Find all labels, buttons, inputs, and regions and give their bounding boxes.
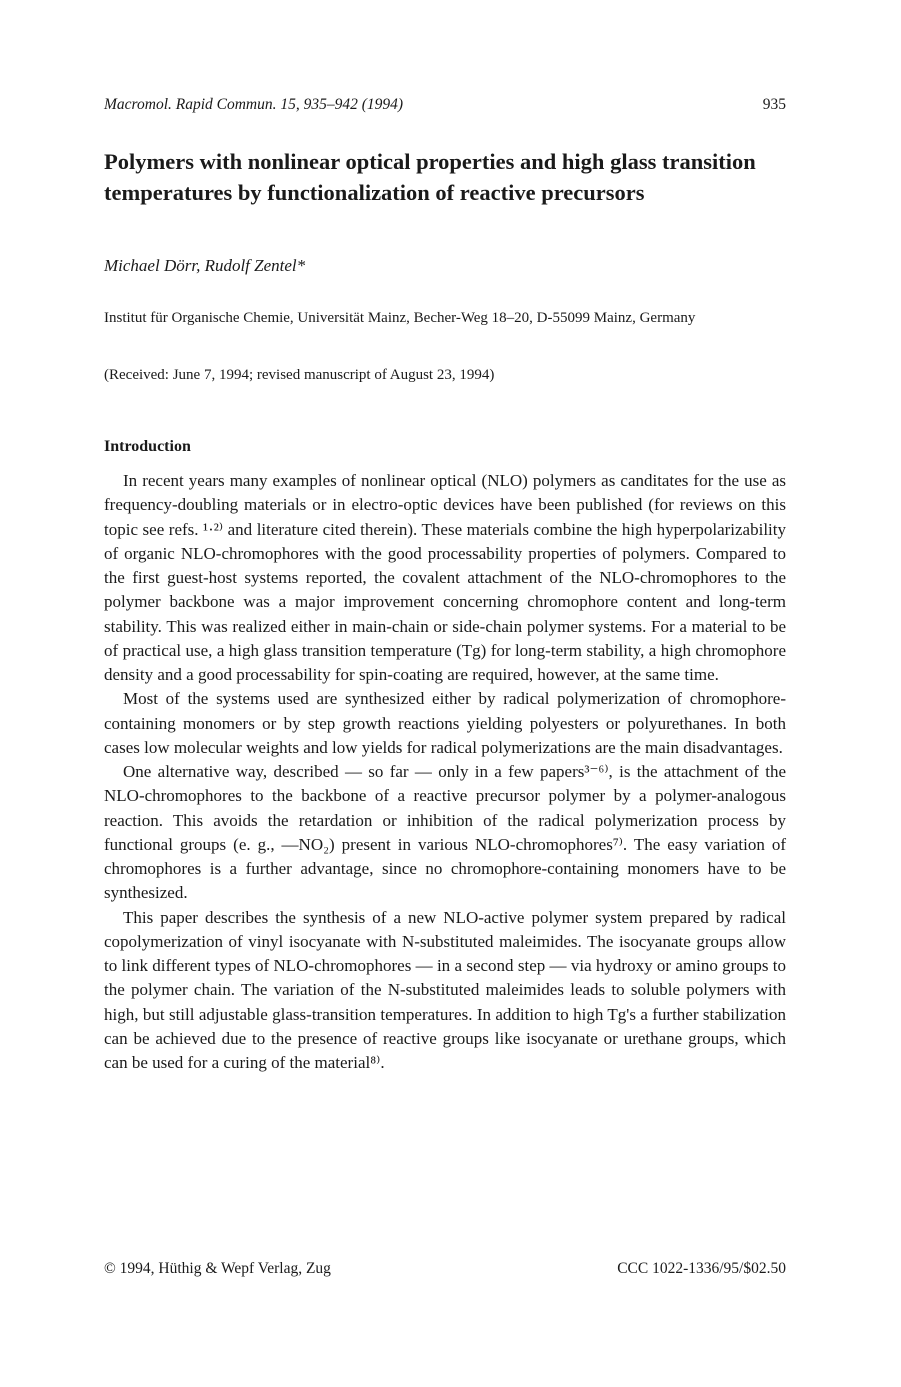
running-header bbox=[104, 96, 786, 118]
author-list: Michael Dörr, Rudolf Zentel* bbox=[104, 256, 306, 275]
journal-citation: Macromol. Rapid Commun. 15, 935–942 (1994) bbox=[104, 96, 404, 113]
page-number: 935 bbox=[762, 96, 786, 113]
affiliation: Institut für Organische Chemie, Universität Mainz, Becher-Weg 18–20, D-55099 Mainz, Germany bbox=[104, 310, 696, 326]
page-footer bbox=[104, 1260, 786, 1282]
paragraph: Most of the systems used are synthesized either by radical polymerization of chromophore-containing monomers or by step growth reactions yielding polyesters or polyurethanes. In both cases low molecular weights and low yields for radical polymerizations are the main disadvantages. bbox=[104, 689, 786, 757]
ccc-code: CCC 1022-1336/95/$02.50 bbox=[617, 1260, 786, 1277]
paragraph: This paper describes the synthesis of a new NLO-active polymer system prepared by radical copolymerization of vinyl isocyanate with N-substituted maleimides. The isocyanate groups allow to link different types of NLO-chromophores — in a second step — via hydroxy or amino groups to the polymer chain. The variation of the N-substituted maleimides leads to soluble polymers with high, but still adjustable glass-transition temperatures. In addition to high Tg's a further stabilization can be achieved due to the presence of reactive groups like isocyanate or urethane groups, which can be used for a curing of the material⁸⁾. bbox=[104, 907, 786, 1072]
paragraph: One alternative way, described — so far — only in a few papers³⁻⁶⁾, is the attachment of the NLO-chromophores to the backbone of a reactive precursor polymer by a polymer-analogous reaction. This avoids the retardation or inhibition of the radical polymerization process by functional groups (e. g., —NO₂) present in various NLO-chromophores⁷⁾. The easy variation of chromophores is a further advantage, since no chromophore-containing monomers have to be synthesized. bbox=[104, 762, 786, 903]
paragraph: In recent years many examples of nonlinear optical (NLO) polymers as canditates for the use as frequency-doubling materials or in electro-optic devices have been published (for reviews on this topic see refs. ¹·²⁾ and literature cited therein). These materials combine the high hyperpolarizability of organic NLO-chromophores with the good processability properties of polymers. Compared to the first guest-host systems reported, the covalent attachment of the NLO-chromophores to the polymer backbone was a major improvement concerning chromophore content and long-term stability. This was realized either in main-chain or side-chain polymer systems. For a material to be of practical use, a high glass transition temperature (Tg) for long-term stability, a high chromophore density and a good processability for spin-coating are required, however, at the same time. bbox=[104, 471, 786, 684]
article-title: Polymers with nonlinear optical properties and high glass transition temperatures by functionalization of reactive precursors bbox=[104, 149, 756, 205]
section-heading-introduction: Introduction bbox=[104, 438, 191, 455]
received-dates: (Received: June 7, 1994; revised manuscript of August 23, 1994) bbox=[104, 367, 495, 383]
introduction-body bbox=[104, 469, 786, 1075]
copyright-notice: © 1994, Hüthig & Wepf Verlag, Zug bbox=[104, 1260, 331, 1277]
